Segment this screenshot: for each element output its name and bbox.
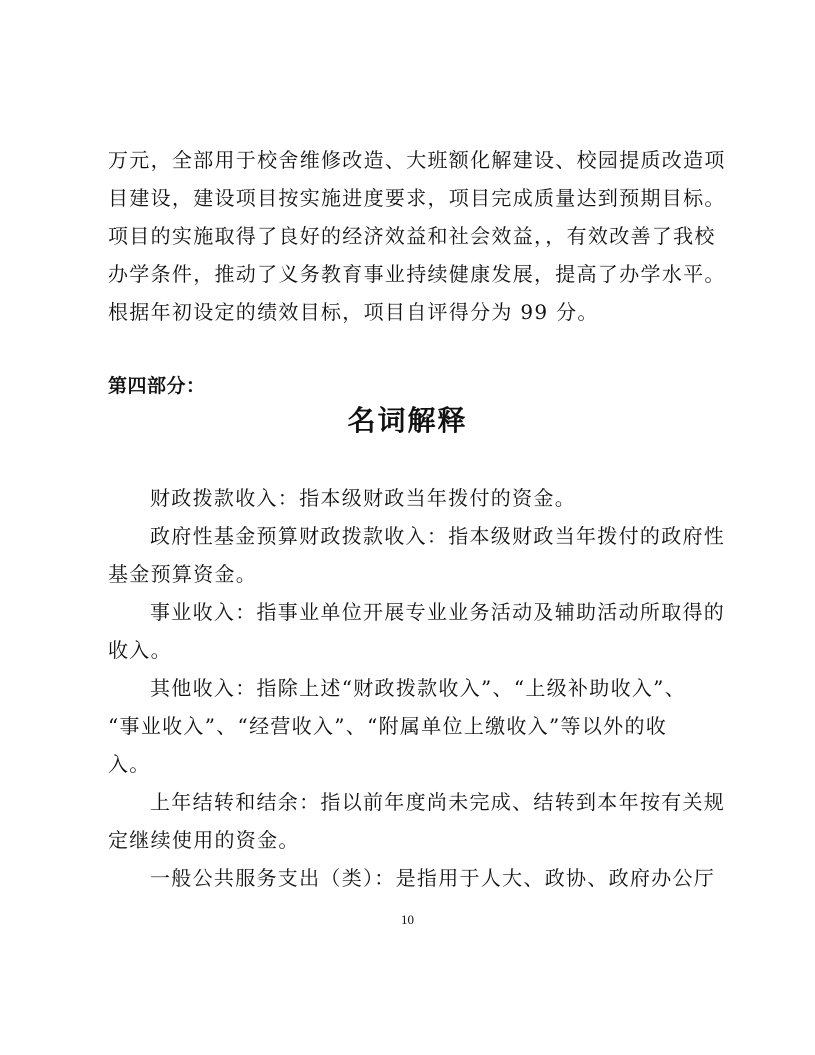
section-label: 第四部分： <box>108 375 206 397</box>
definition-line: 其他收入：指除上述“财政拨款收入”、“上级补助收入”、 <box>150 676 686 700</box>
definition-line: 入。 <box>108 752 151 776</box>
definition-line: 一般公共服务支出（类）：是指用于人大、政协、政府办公厅 <box>150 866 716 890</box>
page-title: 名词解释 <box>347 404 468 437</box>
definition-line: 收入。 <box>108 638 172 662</box>
body-paragraph-line: 万元，全部用于校舍维修改造、大班额化解建设、校园提质改造项 <box>108 148 726 172</box>
body-paragraph-line: 办学条件，推动了义务教育事业持续健康发展，提高了办学水平。 <box>108 262 726 286</box>
definition-line: “事业收入”、“经营收入”、“附属单位上缴收入”等以外的收 <box>108 714 668 738</box>
body-paragraph-line: 根据年初设定的绩效目标，项目自评得分为 99 分。 <box>108 300 599 324</box>
definition-line: 上年结转和结余：指以前年度尚未完成、结转到本年按有关规 <box>150 790 726 814</box>
page-number: 10 <box>401 912 414 927</box>
definition-line: 定继续使用的资金。 <box>108 828 300 852</box>
definition-line: 政府性基金预算财政拨款收入：指本级财政当年拨付的政府性 <box>150 524 726 548</box>
body-paragraph-line: 目建设，建设项目按实施进度要求，项目完成质量达到预期目标。 <box>108 186 726 210</box>
definition-line: 基金预算资金。 <box>108 562 258 586</box>
definition-line: 财政拨款收入：指本级财政当年拨付的资金。 <box>150 486 576 510</box>
definition-line: 事业收入：指事业单位开展专业业务活动及辅助活动所取得的 <box>150 600 726 624</box>
body-paragraph-line: 项目的实施取得了良好的经济效益和社会效益，，有效改善了我校 <box>108 224 716 248</box>
